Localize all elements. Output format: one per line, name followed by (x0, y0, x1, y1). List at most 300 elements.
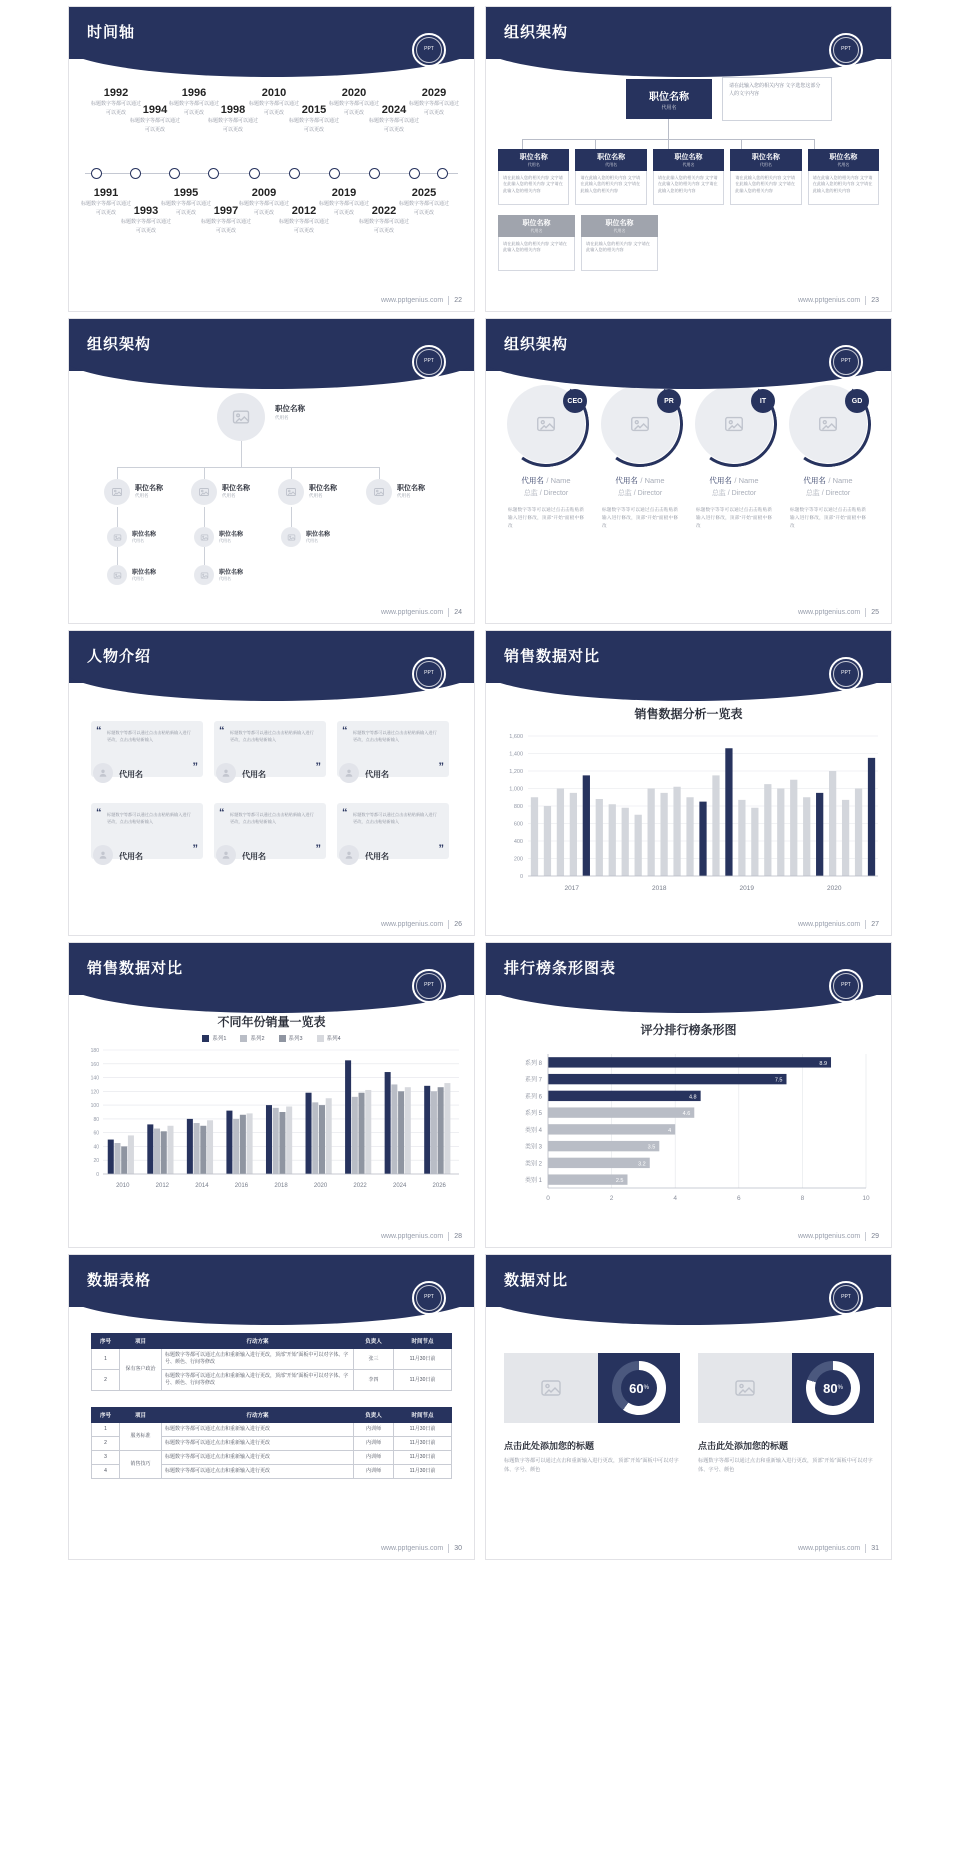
th-item: 项目 (120, 1408, 162, 1423)
table-row[interactable] (92, 1423, 452, 1437)
timeline-year: 1992 (103, 87, 129, 99)
slide-footer (381, 1544, 462, 1553)
person-avatar[interactable] (695, 385, 773, 463)
th-no: 序号 (92, 1408, 120, 1423)
comparison-title: 点击此处添加您的标题 (504, 1441, 595, 1451)
person-name (500, 475, 592, 486)
svg-text:20: 20 (93, 1158, 99, 1165)
avatar-photo-icon[interactable] (107, 527, 127, 547)
svg-text:1,000: 1,000 (509, 786, 523, 793)
slide-timeline[interactable] (68, 6, 475, 312)
org-node-sub: 代用名 (397, 493, 411, 498)
org-card-desc: 请在此输入您的相关内容 文字请在此输入您的相关内容 (581, 237, 658, 271)
svg-text:40: 40 (93, 1144, 99, 1151)
page-title: 组织架构 (504, 24, 569, 41)
org-top-box[interactable] (626, 79, 712, 119)
org-connector (595, 139, 596, 149)
quote-open-icon: “ (219, 807, 225, 819)
timeline-node[interactable] (329, 168, 340, 179)
slide-footer (798, 1232, 879, 1241)
org-card-sub: 代用名 (759, 162, 772, 167)
donut-value (815, 1370, 851, 1406)
person-avatar[interactable] (601, 385, 679, 463)
svg-text:2026: 2026 (432, 1183, 446, 1189)
slide-ranking-bar-chart[interactable] (485, 942, 892, 1248)
seal-ring: PPT (416, 973, 442, 999)
org-node-name: 职位名称 (309, 485, 337, 492)
ranking-bar-chart[interactable] (486, 1048, 886, 1218)
slide-sales-comparison-2[interactable] (68, 942, 475, 1248)
svg-text:类别 4: 类别 4 (524, 1127, 542, 1134)
timeline-desc2: 可以更改 (175, 210, 196, 217)
svg-text:2016: 2016 (234, 1183, 249, 1189)
tree-connector (204, 507, 205, 527)
timeline-desc: 标题数字等都可以通过 (398, 201, 449, 207)
avatar-photo-icon[interactable] (281, 527, 301, 547)
person-name-cn: 代用名 (521, 476, 544, 485)
org-node-sub: 代用名 (132, 576, 144, 581)
avatar-photo-icon[interactable] (194, 565, 214, 585)
cell-item-merged: 销售技巧 (120, 1451, 162, 1479)
org-top-name: 职位名称 (649, 91, 689, 103)
donut-percent: 80 (823, 1380, 838, 1396)
org-card[interactable] (808, 149, 879, 205)
timeline-desc: 标题数字等都可以通过 (129, 118, 180, 124)
svg-text:2017: 2017 (564, 885, 579, 892)
timeline-desc: 标题数字等都可以通过 (80, 201, 131, 207)
logo-seal-icon (412, 657, 446, 691)
footer-site: www.pptgenius.com (797, 1545, 861, 1552)
timeline-desc: 标题数字等都可以通过 (200, 219, 251, 225)
page-number: 26 (454, 921, 462, 928)
timeline-desc: 标题数字等都可以通过 (168, 101, 219, 107)
timeline-year: 2020 (341, 87, 367, 99)
page-title: 人物介绍 (87, 648, 152, 665)
footer-divider (865, 1232, 866, 1241)
quote-close-icon: ” (438, 761, 444, 773)
org-node-name: 职位名称 (306, 532, 331, 538)
chart-body (69, 1005, 474, 1229)
table-row[interactable] (92, 1451, 452, 1465)
avatar-photo-icon[interactable] (366, 479, 392, 505)
person-name-en: / Name (734, 476, 759, 485)
logo-seal-icon (412, 33, 446, 67)
donut-value (621, 1370, 657, 1406)
tree-connector (241, 441, 242, 467)
svg-text:200: 200 (513, 856, 523, 863)
org-card-sub: 代用名 (613, 228, 626, 233)
slide-footer (798, 296, 879, 305)
org-card[interactable] (581, 215, 658, 271)
org-card-name: 职位名称 (829, 154, 858, 161)
person-desc: 标题数字等等可以通过点击击粘贴新输入进行修改，顶部“开始”面板中修改 (602, 507, 678, 528)
timeline-year: 1991 (93, 187, 119, 199)
timeline-year: 2012 (291, 205, 317, 217)
cell-plan: 标题数字等都可以通过点击和重新输入进行更改 (162, 1465, 354, 1479)
person-role-en: / Director (727, 490, 757, 497)
org-card-header (575, 149, 646, 171)
svg-text:2020: 2020 (827, 885, 842, 892)
cell-no: 4 (92, 1465, 120, 1479)
timeline-desc: 标题数字等都可以通过 (120, 219, 171, 225)
timeline-desc2: 可以更改 (222, 127, 243, 134)
legend-swatch (202, 1035, 209, 1042)
svg-text:系列 7: 系列 7 (524, 1077, 542, 1084)
logo-seal-icon (412, 1281, 446, 1315)
timeline-item[interactable] (405, 87, 463, 118)
donut-unit: % (643, 1385, 649, 1391)
cell-item-merged: 保有客户政治 (120, 1349, 162, 1391)
timeline-desc: 标题数字等都可以通过 (207, 118, 258, 124)
sales-grouped-column-chart[interactable] (69, 1044, 469, 1204)
page-number: 25 (871, 609, 879, 616)
org-node-name: 职位名称 (132, 532, 157, 538)
svg-text:60: 60 (93, 1130, 99, 1137)
page-number: 31 (871, 1545, 879, 1552)
org-card-header (498, 215, 575, 237)
timeline-desc: 标题数字等都可以通过 (278, 219, 329, 225)
avatar-person-icon (339, 845, 359, 865)
person-card[interactable] (688, 385, 780, 529)
legend-swatch (279, 1035, 286, 1042)
footer-divider (865, 608, 866, 617)
svg-text:4: 4 (673, 1195, 678, 1202)
svg-text:8: 8 (800, 1195, 805, 1202)
org-card-sub: 代用名 (682, 162, 695, 167)
slide-org-structure-tree[interactable] (68, 318, 475, 624)
chart-title: 评分排行榜条形图 (640, 1023, 737, 1037)
timeline-node[interactable] (409, 168, 420, 179)
svg-text:4: 4 (668, 1127, 672, 1134)
person-role-en: / Director (821, 490, 851, 497)
data-table-2[interactable] (91, 1407, 452, 1479)
slide-footer (798, 920, 879, 929)
person-name (594, 475, 686, 486)
slide-org-structure-boxes[interactable] (485, 6, 892, 312)
timeline-node[interactable] (169, 168, 180, 179)
page-title: 销售数据对比 (504, 648, 601, 665)
svg-text:2018: 2018 (652, 885, 667, 892)
logo-seal-icon (829, 345, 863, 379)
seal-ring: PPT (833, 1285, 859, 1311)
timeline-desc2: 可以更改 (303, 127, 324, 134)
page-title: 组织架构 (87, 336, 152, 353)
cell-owner: 李四 (354, 1370, 394, 1391)
quote-text: 标题数字等都可以通过点击击粘贴新输入进行更改，点击击粘贴新输入 (353, 730, 437, 742)
org-card[interactable] (498, 149, 569, 205)
timeline-desc2: 可以更改 (95, 210, 116, 217)
avatar-person-icon (339, 763, 359, 783)
chart-body (486, 1005, 891, 1229)
cell-owner: 张三 (354, 1349, 394, 1370)
quote-author: 代用名 (119, 770, 143, 779)
timeline-node[interactable] (437, 168, 448, 179)
org-card[interactable] (498, 215, 575, 271)
timeline-year: 2010 (261, 87, 287, 99)
org-node-sub: 代用名 (306, 538, 318, 543)
image-placeholder-icon[interactable] (504, 1353, 598, 1423)
person-desc: 标题数字等等可以通过点击击粘贴新输入进行修改，顶部“开始”面板中修改 (508, 507, 584, 528)
timeline-desc: 标题数字等都可以通过 (368, 118, 419, 124)
data-table-1[interactable] (91, 1333, 452, 1391)
timeline-desc: 标题数字等都可以通过 (248, 101, 299, 107)
person-badge: PR (657, 389, 681, 413)
legend-label: 系列3 (288, 1036, 303, 1042)
org-card-name: 职位名称 (751, 154, 780, 161)
svg-text:800: 800 (513, 804, 523, 810)
org-card-header (498, 149, 569, 171)
org-card[interactable] (653, 149, 724, 205)
timeline-year: 1993 (133, 205, 159, 217)
chart-body (486, 693, 891, 917)
timeline-year: 2025 (411, 187, 437, 199)
footer-divider (448, 1544, 449, 1553)
org-card-name: 职位名称 (605, 220, 634, 227)
org-card[interactable] (730, 149, 801, 205)
timeline-node[interactable] (369, 168, 380, 179)
svg-text:2018: 2018 (274, 1183, 288, 1189)
legend-label: 系列4 (326, 1036, 341, 1042)
seal-ring: PPT (416, 661, 442, 687)
avatar-person-icon (93, 845, 113, 865)
slide-sales-comparison-1[interactable] (485, 630, 892, 936)
person-badge: CEO (563, 389, 587, 413)
svg-text:2010: 2010 (116, 1183, 130, 1189)
person-name-cn: 代用名 (803, 476, 826, 485)
org-connector (814, 139, 815, 149)
cell-plan: 标题数字等都可以通过点击和重新输入进行更改 (162, 1451, 354, 1465)
org-connector (668, 139, 669, 149)
svg-text:3.5: 3.5 (647, 1144, 656, 1151)
svg-text:0: 0 (546, 1195, 550, 1202)
avatar-photo-icon[interactable] (191, 479, 217, 505)
svg-text:2: 2 (609, 1195, 614, 1202)
org-node-sub: 代用名 (309, 493, 323, 498)
slide-people-intro[interactable] (68, 630, 475, 936)
th-item: 项目 (120, 1334, 162, 1349)
svg-text:系列 5: 系列 5 (524, 1111, 542, 1118)
svg-text:10: 10 (862, 1195, 870, 1202)
seal-ring: PPT (833, 37, 859, 63)
logo-seal-icon (829, 33, 863, 67)
cell-no: 1 (92, 1349, 120, 1370)
svg-text:3.2: 3.2 (638, 1161, 646, 1168)
person-role (594, 488, 686, 498)
svg-text:2.5: 2.5 (615, 1178, 624, 1185)
org-card-desc: 请在此输入您的相关内容 文字请在此输入您的相关内容 (498, 237, 575, 271)
org-body (486, 69, 891, 293)
person-card[interactable] (500, 385, 592, 529)
person-role (500, 488, 592, 498)
quote-text: 标题数字等都可以通过点击击粘贴新输入进行更改，点击击粘贴新输入 (107, 730, 191, 742)
person-card[interactable] (594, 385, 686, 529)
slide-data-tables[interactable] (68, 1254, 475, 1560)
person-role (688, 488, 780, 498)
footer-divider (865, 920, 866, 929)
org-row-2 (498, 215, 658, 271)
cell-plan: 标题数字等都可以通过点击和重新输入进行更改，顶部“开始”面板中可以对字体、字号、颜色、行间等修改 (162, 1349, 354, 1370)
timeline-desc2: 可以更改 (135, 228, 156, 235)
svg-text:2019: 2019 (739, 885, 754, 892)
footer-site: www.pptgenius.com (797, 297, 861, 304)
timeline-year: 1998 (220, 104, 246, 116)
org-card-desc: 请在此输入您的相关内容 文字请在此输入您的相关内容 文字请在此输入您的相关内容 (653, 171, 724, 205)
slide-data-comparison[interactable] (485, 1254, 892, 1560)
timeline-year: 1995 (173, 187, 199, 199)
person-name-en: / Name (828, 476, 853, 485)
donut-percent: 60 (629, 1380, 644, 1396)
timeline-item[interactable] (395, 187, 453, 218)
org-node-name: 职位名称 (222, 485, 250, 492)
legend-label: 系列1 (212, 1036, 227, 1042)
person-avatar[interactable] (507, 385, 585, 463)
timeline-node[interactable] (289, 168, 300, 179)
org-card-name: 职位名称 (674, 154, 703, 161)
svg-text:类别 3: 类别 3 (524, 1144, 542, 1151)
cell-no: 1 (92, 1423, 120, 1437)
person-name-en: / Name (546, 476, 571, 485)
cell-item-merged: 服务标准 (120, 1423, 162, 1451)
svg-text:80: 80 (93, 1116, 99, 1123)
tree-connector (379, 467, 380, 479)
person-name (782, 475, 874, 486)
seal-ring: PPT (833, 973, 859, 999)
org-card-name: 职位名称 (519, 154, 548, 161)
slide-footer (798, 608, 879, 617)
cell-owner: 内训师 (354, 1465, 394, 1479)
timeline-desc2: 可以更改 (413, 210, 434, 217)
timeline-year: 2009 (251, 187, 277, 199)
legend-swatch (240, 1035, 247, 1042)
svg-text:类别 1: 类别 1 (524, 1178, 542, 1185)
person-name-en: / Name (640, 476, 665, 485)
logo-seal-icon (829, 657, 863, 691)
page-number: 23 (871, 297, 879, 304)
org-tree-body (69, 381, 474, 605)
chart-title: 销售数据分析一览表 (634, 707, 743, 721)
timeline-desc2: 可以更改 (423, 110, 444, 117)
org-connector (522, 139, 523, 149)
timeline-year: 2022 (371, 205, 397, 217)
progress-arc (496, 374, 596, 474)
slide-footer (798, 1544, 879, 1553)
person-role-en: / Director (633, 490, 663, 497)
timeline-node[interactable] (91, 168, 102, 179)
page-number: 27 (871, 921, 879, 928)
page-title: 销售数据对比 (87, 960, 184, 977)
quote-author: 代用名 (365, 852, 389, 861)
svg-text:7.5: 7.5 (774, 1077, 783, 1084)
avatar-photo-icon[interactable] (107, 565, 127, 585)
timeline-desc: 标题数字等都可以通过 (238, 201, 289, 207)
tree-connector (204, 467, 205, 479)
slide-footer (381, 920, 462, 929)
legend-item (317, 1034, 341, 1042)
cell-time: 11月30日前 (394, 1451, 452, 1465)
table-row[interactable] (92, 1349, 452, 1370)
avatar-photo-icon[interactable] (194, 527, 214, 547)
svg-text:2012: 2012 (155, 1183, 170, 1189)
cell-owner: 内训师 (354, 1423, 394, 1437)
footer-site: www.pptgenius.com (380, 921, 444, 928)
footer-site: www.pptgenius.com (797, 921, 861, 928)
donut-panel (792, 1353, 874, 1423)
tables-body (69, 1317, 474, 1541)
tree-connector (117, 467, 118, 479)
footer-site: www.pptgenius.com (380, 1233, 444, 1240)
svg-text:系列 8: 系列 8 (524, 1060, 542, 1067)
footer-divider (448, 608, 449, 617)
quote-open-icon: “ (219, 725, 225, 737)
footer-site: www.pptgenius.com (380, 609, 444, 616)
org-top-sub: 代用名 (661, 104, 677, 111)
org-card-sub: 代用名 (605, 162, 618, 167)
timeline-node[interactable] (130, 168, 141, 179)
person-role (782, 488, 874, 498)
slide-org-structure-people[interactable] (485, 318, 892, 624)
avatar-photo-icon[interactable] (217, 393, 265, 441)
cell-owner: 内训师 (354, 1437, 394, 1451)
page-number: 30 (454, 1545, 462, 1552)
timeline-desc2: 可以更改 (183, 110, 204, 117)
image-placeholder-icon[interactable] (698, 1353, 792, 1423)
svg-text:600: 600 (513, 821, 523, 828)
people-body (486, 381, 891, 605)
timeline-node[interactable] (249, 168, 260, 179)
cell-no: 3 (92, 1451, 120, 1465)
quote-open-icon: “ (96, 807, 102, 819)
svg-text:4.8: 4.8 (688, 1094, 697, 1101)
svg-text:0: 0 (96, 1172, 99, 1178)
comparison-title: 点击此处添加您的标题 (698, 1441, 789, 1451)
timeline-node[interactable] (208, 168, 219, 179)
footer-site: www.pptgenius.com (797, 609, 861, 616)
timeline-desc2: 可以更改 (293, 228, 314, 235)
org-card[interactable] (575, 149, 646, 205)
slide-footer (381, 608, 462, 617)
tree-connector (117, 467, 379, 468)
page-number: 28 (454, 1233, 462, 1240)
org-node-name: 职位名称 (219, 570, 244, 576)
person-name-cn: 代用名 (709, 476, 732, 485)
logo-seal-icon (829, 969, 863, 1003)
org-connector (741, 139, 742, 149)
chart-title: 不同年份销量一览表 (217, 1015, 326, 1029)
person-role-cn: 总监 (711, 490, 726, 497)
footer-site: www.pptgenius.com (380, 297, 444, 304)
avatar-photo-icon[interactable] (104, 479, 130, 505)
timeline-year: 2029 (421, 87, 447, 99)
sales-column-chart[interactable] (486, 728, 886, 908)
person-avatar[interactable] (789, 385, 867, 463)
svg-text:140: 140 (90, 1075, 99, 1082)
footer-site: www.pptgenius.com (380, 1545, 444, 1552)
person-role-en: / Director (539, 490, 569, 497)
footer-divider (448, 1232, 449, 1241)
th-plan: 行动方案 (162, 1334, 354, 1349)
svg-text:180: 180 (90, 1048, 99, 1054)
avatar-person-icon (93, 763, 113, 783)
progress-arc (590, 374, 690, 474)
person-desc: 标题数字等等可以通过点击击粘贴新输入进行修改，顶部“开始”面板中修改 (790, 507, 866, 528)
legend-item (240, 1034, 264, 1042)
avatar-photo-icon[interactable] (278, 479, 304, 505)
person-card[interactable] (782, 385, 874, 529)
quote-text: 标题数字等都可以通过点击击粘贴新输入进行更改，点击击粘贴新输入 (107, 812, 191, 824)
svg-text:8.9: 8.9 (819, 1060, 828, 1067)
page-title: 组织架构 (504, 336, 569, 353)
org-card-sub: 代用名 (837, 162, 850, 167)
